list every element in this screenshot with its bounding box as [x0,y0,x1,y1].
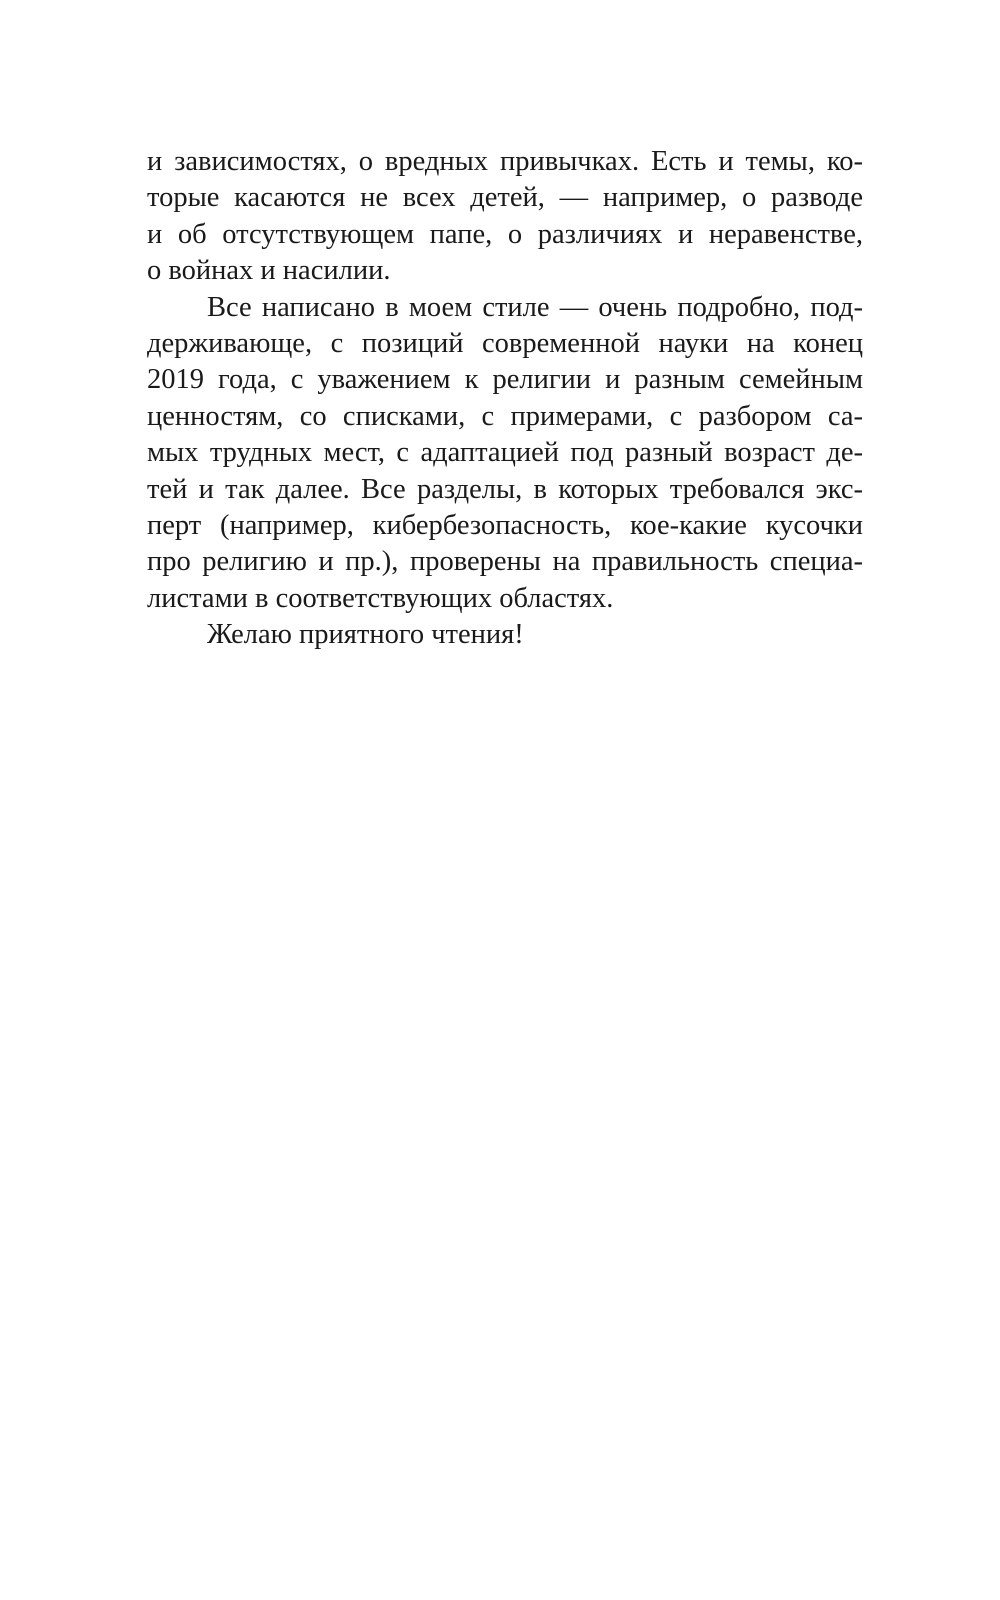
text-line: 2019 года, с уважением к религии и разным семейным [147,364,863,396]
text-line: и зависимостях, о вредных привычках. Есть и темы, ко- [147,146,863,177]
text-line: тей и так далее. Все разделы, в которых требовался экс- [147,473,863,505]
text-line: о войнах и насилии. [147,255,391,287]
text-line: Желаю приятного чтения! [207,619,524,651]
body-text [147,144,863,653]
text-line: мых трудных мест, с адаптацией под разный возраст де- [147,437,863,469]
text-line: ценностям, со списками, с примерами, с разбором са- [147,400,863,432]
paragraph-1 [147,144,863,290]
text-line: торые касаются не всех детей, — например, о разводе [147,182,863,214]
text-line: держивающе, с позиций современной науки на конец [147,327,863,359]
text-line: листами в соответствующих областях. [147,582,614,614]
text-line: про религию и пр.), проверены на правильность специа- [147,546,863,578]
paragraph-3 [147,617,863,653]
text-line: и об отсутствующем папе, о различиях и неравенстве, [147,218,863,250]
paragraph-2 [147,290,863,618]
text-line: перт (например, кибербезопасность, кое-какие кусочки [147,509,863,541]
text-line: Все написано в моем стиле — очень подробно, под- [207,291,863,323]
